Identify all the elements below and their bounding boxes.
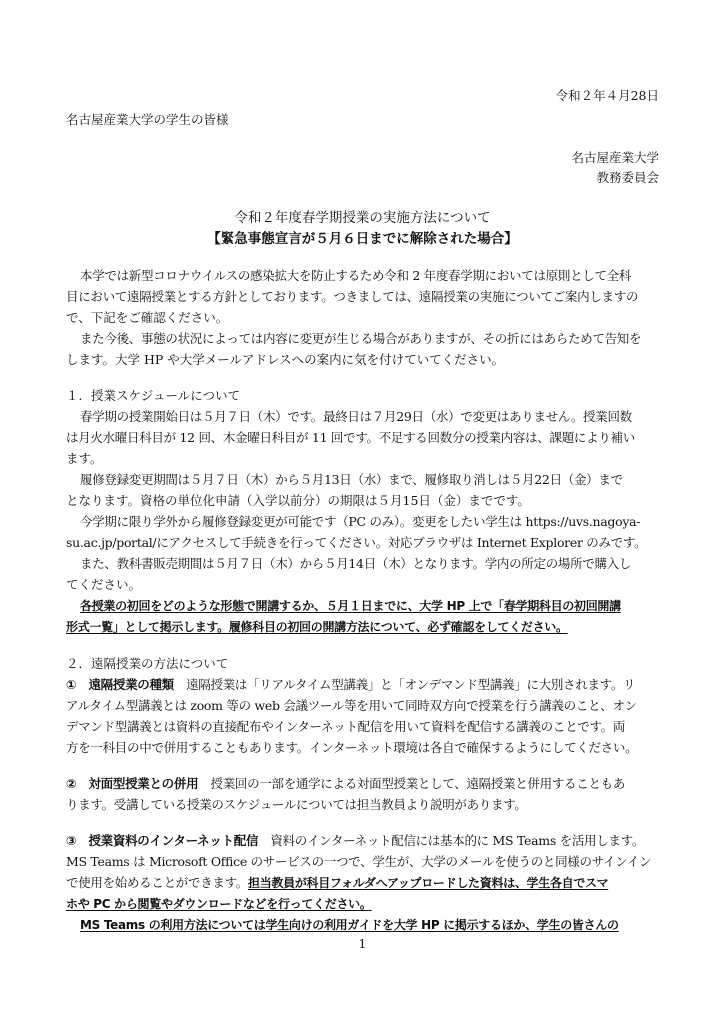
- schedule-line: は月火水曜日科目が 12 回、木金曜日科目が 11 回です。不足する回数分の授業内容は、課題により補い: [66, 430, 635, 445]
- remote-types-text: 遠隔授業は「リアルタイム型講義」と「オンデマンド型講義」に大別されます。リ: [173, 677, 636, 692]
- schedule-line: てください。: [66, 577, 142, 592]
- schedule-line: su.ac.jp/portal/にアクセスして手続きを行ってください。対応ブラウザは Internet Explorer のみです。: [66, 535, 647, 550]
- schedule-line: となります。資格の単位化申請（入学以前分）の期限は５月15日（金）までです。: [66, 493, 530, 508]
- document-subtitle: 【緊急事態宣言が５月６日までに解除された場合】: [207, 231, 518, 247]
- page-number: 1: [358, 937, 367, 951]
- remote-types-line: 方を一科目の中で併用することもあります。インターネット環境は各自で確保するようにしてください。: [66, 740, 638, 755]
- issue-date: 令和２年４月28日: [555, 88, 659, 103]
- face-to-face-line: ります。受講している授業のスケジュールについては担当教員より説明があります。: [66, 797, 527, 812]
- schedule-line: 春学期の授業開始日は５月７日（木）です。最終日は７月29日（水）で変更はありません。授業回数: [80, 409, 632, 424]
- first-class-notice: 形式一覧」として掲示します。履修科目の初回の開講方法について、必ず確認をしてください。: [66, 620, 568, 634]
- materials-line: MS Teams は Microsoft Office のサービスの一つで、学生が、大学のメールを使うのと同様のサインイン: [66, 854, 652, 869]
- document-title: 令和２年度春学期授業の実施方法について: [234, 210, 491, 226]
- materials-line: [66, 875, 608, 891]
- intro-line: で、下記をご確認ください。: [66, 310, 229, 325]
- schedule-line: 履修登録変更期間は５月７日（木）から５月13日（水）まで、履修取り消しは５月22日（金）まで: [80, 472, 623, 487]
- remote-types-line: アルタイム型講義とは zoom 等の web 会議ツール等を用いて同時双方向で授業を行う講義のこと、オン: [66, 698, 637, 713]
- materials-line-notice: 担当教員が科目フォルダへアップロードした資料は、学生各自でスマ: [248, 876, 609, 890]
- materials-label: ③ 授業資料のインターネット配信: [66, 833, 259, 848]
- face-to-face-text: 授業回の一部を通学による対面型授業として、遠隔授業と併用することもあ: [198, 776, 626, 791]
- materials-notice: ホや PC から閲覧やダウンロードなどを行ってください。: [66, 897, 372, 911]
- intro-line: 目において遠隔授業とする方針としております。つきましては、遠隔授業の実施についてご案内しますの: [66, 289, 639, 304]
- remote-types-line: デマンド型講義とは資料の直接配布やインターネット配信を用いて資料を配信する講義のことです。両: [66, 719, 626, 734]
- schedule-line: また、教科書販売期間は５月７日（木）から５月14日（木）となります。学内の所定の場所で購入し: [80, 556, 632, 571]
- schedule-line: 今学期に限り学外から履修登録変更が可能です（PC のみ）。変更をしたい学生は https://uvs.nagoya-: [80, 514, 641, 529]
- face-to-face-label: ② 対面型授業との併用: [66, 776, 199, 791]
- remote-types-label: ① 遠隔授業の種類: [66, 677, 174, 692]
- materials-text: 資料のインターネット配信には基本的に MS Teams を活用します。: [258, 833, 645, 848]
- section-heading-remote: ２．遠隔授業の方法について: [66, 656, 229, 671]
- teams-guide-notice: MS Teams の利用方法については学生向けの利用ガイドを大学 HP に掲示するほか、学生の皆さんの: [80, 918, 619, 932]
- remote-types-paragraph: [66, 677, 635, 693]
- materials-paragraph: [66, 833, 644, 849]
- first-class-notice: 各授業の初回をどのような形態で開講するか、５月１日までに、大学 HP 上で「春学期科目の初回開講: [80, 599, 621, 613]
- section-heading-schedule: １．授業スケジュールについて: [66, 388, 241, 403]
- intro-line: また今後、事態の状況によっては内容に変更が生じる場合がありますが、その折にはあらためて告知を: [80, 331, 642, 346]
- intro-line: します。大学 HP や大学メールアドレスへの案内に気を付けていてください。: [66, 352, 505, 367]
- materials-line-plain: で使用を始めることができます。: [66, 875, 249, 890]
- sender-committee: 教務委員会: [596, 170, 659, 185]
- recipient: 名古屋産業大学の学生の皆様: [66, 112, 229, 127]
- intro-line: 本学では新型コロナウイルスの感染拡大を防止するため令和 2 年度春学期においては原則として全科: [80, 268, 632, 283]
- face-to-face-paragraph: [66, 776, 625, 792]
- schedule-line: ます。: [66, 451, 103, 466]
- sender-organization: 名古屋産業大学: [571, 150, 659, 165]
